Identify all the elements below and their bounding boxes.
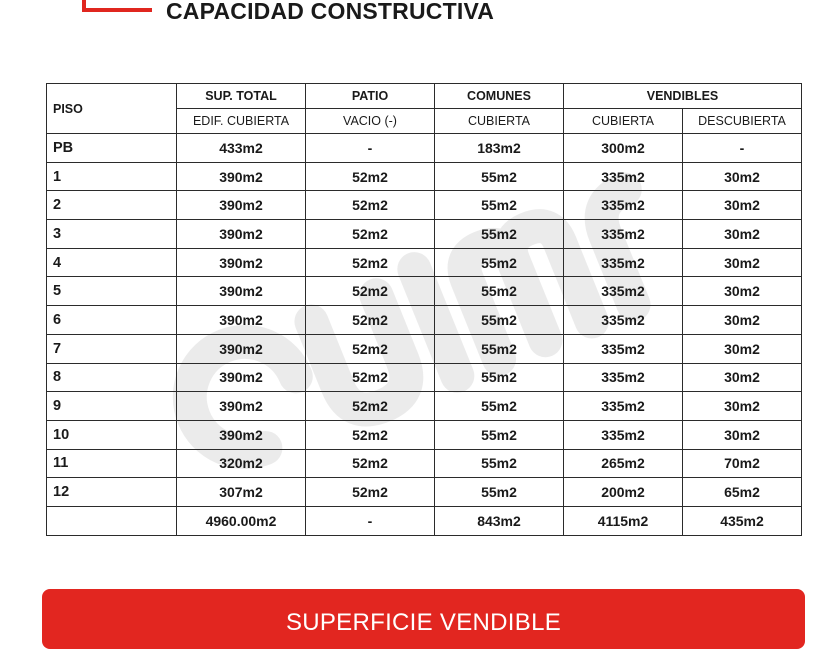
patio-cell: 52m2 [306, 277, 435, 306]
patio-cell: 52m2 [306, 334, 435, 363]
patio-cell: 52m2 [306, 392, 435, 421]
vendibles-descubierta-cell: - [683, 134, 802, 163]
comunes-cell: 55m2 [435, 363, 564, 392]
table-row [47, 449, 802, 478]
comunes-cell: 55m2 [435, 162, 564, 191]
table-row [47, 506, 802, 535]
superficie-vendible-banner[interactable] [42, 589, 805, 649]
comunes-cell: 55m2 [435, 449, 564, 478]
floor-cell [47, 506, 177, 535]
vendibles-descubierta-cell: 30m2 [683, 191, 802, 220]
page-title: CAPACIDAD CONSTRUCTIVA [166, 0, 495, 24]
patio-cell: 52m2 [306, 306, 435, 335]
sup-total-cell: 390m2 [177, 248, 306, 277]
floor-cell: 3 [47, 220, 177, 249]
comunes-cell: 55m2 [435, 478, 564, 507]
sup-total-cell: 390m2 [177, 306, 306, 335]
vendibles-cubierta-cell: 335m2 [564, 162, 683, 191]
floor-cell: 10 [47, 420, 177, 449]
subheader-vendibles-cubierta: CUBIERTA [564, 109, 683, 134]
header-comunes: COMUNES [435, 84, 564, 109]
table-row [47, 162, 802, 191]
table-row [47, 277, 802, 306]
patio-cell: - [306, 134, 435, 163]
comunes-cell: 55m2 [435, 306, 564, 335]
sup-total-cell: 4960.00m2 [177, 506, 306, 535]
comunes-cell: 55m2 [435, 248, 564, 277]
table-row [47, 420, 802, 449]
logo-mark [82, 0, 148, 12]
patio-cell: 52m2 [306, 449, 435, 478]
table-row [47, 248, 802, 277]
vendibles-descubierta-cell: 30m2 [683, 277, 802, 306]
sup-total-cell: 390m2 [177, 191, 306, 220]
sup-total-cell: 307m2 [177, 478, 306, 507]
vendibles-descubierta-cell: 30m2 [683, 220, 802, 249]
floor-cell: 11 [47, 449, 177, 478]
sup-total-cell: 390m2 [177, 420, 306, 449]
sup-total-cell: 320m2 [177, 449, 306, 478]
vendibles-cubierta-cell: 265m2 [564, 449, 683, 478]
floor-cell: 9 [47, 392, 177, 421]
vendibles-descubierta-cell: 65m2 [683, 478, 802, 507]
floor-cell: PB [47, 134, 177, 163]
vendibles-descubierta-cell: 30m2 [683, 306, 802, 335]
comunes-cell: 55m2 [435, 191, 564, 220]
floor-cell: 6 [47, 306, 177, 335]
table-row [47, 363, 802, 392]
vendibles-cubierta-cell: 200m2 [564, 478, 683, 507]
table-row [47, 392, 802, 421]
header-vendibles: VENDIBLES [564, 84, 802, 109]
vendibles-cubierta-cell: 335m2 [564, 248, 683, 277]
header-patio: PATIO [306, 84, 435, 109]
vendibles-cubierta-cell: 4115m2 [564, 506, 683, 535]
vendibles-cubierta-cell: 335m2 [564, 191, 683, 220]
table-row [47, 220, 802, 249]
floor-cell: 5 [47, 277, 177, 306]
sup-total-cell: 433m2 [177, 134, 306, 163]
sup-total-cell: 390m2 [177, 392, 306, 421]
vendibles-cubierta-cell: 335m2 [564, 334, 683, 363]
comunes-cell: 183m2 [435, 134, 564, 163]
floor-cell: 7 [47, 334, 177, 363]
patio-cell: - [306, 506, 435, 535]
vendibles-cubierta-cell: 300m2 [564, 134, 683, 163]
comunes-cell: 55m2 [435, 277, 564, 306]
vendibles-descubierta-cell: 30m2 [683, 420, 802, 449]
banner-label: SUPERFICIE VENDIBLE [285, 609, 562, 636]
floor-cell: 12 [47, 478, 177, 507]
vendibles-descubierta-cell: 70m2 [683, 449, 802, 478]
vendibles-cubierta-cell: 335m2 [564, 392, 683, 421]
patio-cell: 52m2 [306, 363, 435, 392]
header-sup-total: SUP. TOTAL [177, 84, 306, 109]
table-row [47, 334, 802, 363]
subheader-vacio: VACIO (-) [306, 109, 435, 134]
patio-cell: 52m2 [306, 220, 435, 249]
sup-total-cell: 390m2 [177, 334, 306, 363]
table-header-row [47, 84, 802, 109]
table-row [47, 134, 802, 163]
floor-cell: 8 [47, 363, 177, 392]
patio-cell: 52m2 [306, 248, 435, 277]
comunes-cell: 55m2 [435, 420, 564, 449]
vendibles-cubierta-cell: 335m2 [564, 220, 683, 249]
vendibles-cubierta-cell: 335m2 [564, 277, 683, 306]
comunes-cell: 55m2 [435, 220, 564, 249]
table-row [47, 478, 802, 507]
patio-cell: 52m2 [306, 162, 435, 191]
vendibles-cubierta-cell: 335m2 [564, 420, 683, 449]
vendibles-cubierta-cell: 335m2 [564, 363, 683, 392]
patio-cell: 52m2 [306, 478, 435, 507]
patio-cell: 52m2 [306, 420, 435, 449]
vendibles-descubierta-cell: 30m2 [683, 363, 802, 392]
sup-total-cell: 390m2 [177, 277, 306, 306]
vendibles-descubierta-cell: 30m2 [683, 162, 802, 191]
comunes-cell: 55m2 [435, 334, 564, 363]
subheader-edif-cubierta: EDIF. CUBIERTA [177, 109, 306, 134]
sup-total-cell: 390m2 [177, 162, 306, 191]
patio-cell: 52m2 [306, 191, 435, 220]
subheader-comunes-cubierta: CUBIERTA [435, 109, 564, 134]
table-row [47, 306, 802, 335]
comunes-cell: 843m2 [435, 506, 564, 535]
vendibles-descubierta-cell: 30m2 [683, 334, 802, 363]
floor-cell: 2 [47, 191, 177, 220]
vendibles-descubierta-cell: 435m2 [683, 506, 802, 535]
subheader-vendibles-descubierta: DESCUBIERTA [683, 109, 802, 134]
vendibles-descubierta-cell: 30m2 [683, 248, 802, 277]
table-row [47, 191, 802, 220]
header-piso: PISO [47, 84, 177, 134]
capacity-table [46, 83, 802, 536]
floor-cell: 4 [47, 248, 177, 277]
vendibles-cubierta-cell: 335m2 [564, 306, 683, 335]
sup-total-cell: 390m2 [177, 363, 306, 392]
floor-cell: 1 [47, 162, 177, 191]
vendibles-descubierta-cell: 30m2 [683, 392, 802, 421]
sup-total-cell: 390m2 [177, 220, 306, 249]
comunes-cell: 55m2 [435, 392, 564, 421]
